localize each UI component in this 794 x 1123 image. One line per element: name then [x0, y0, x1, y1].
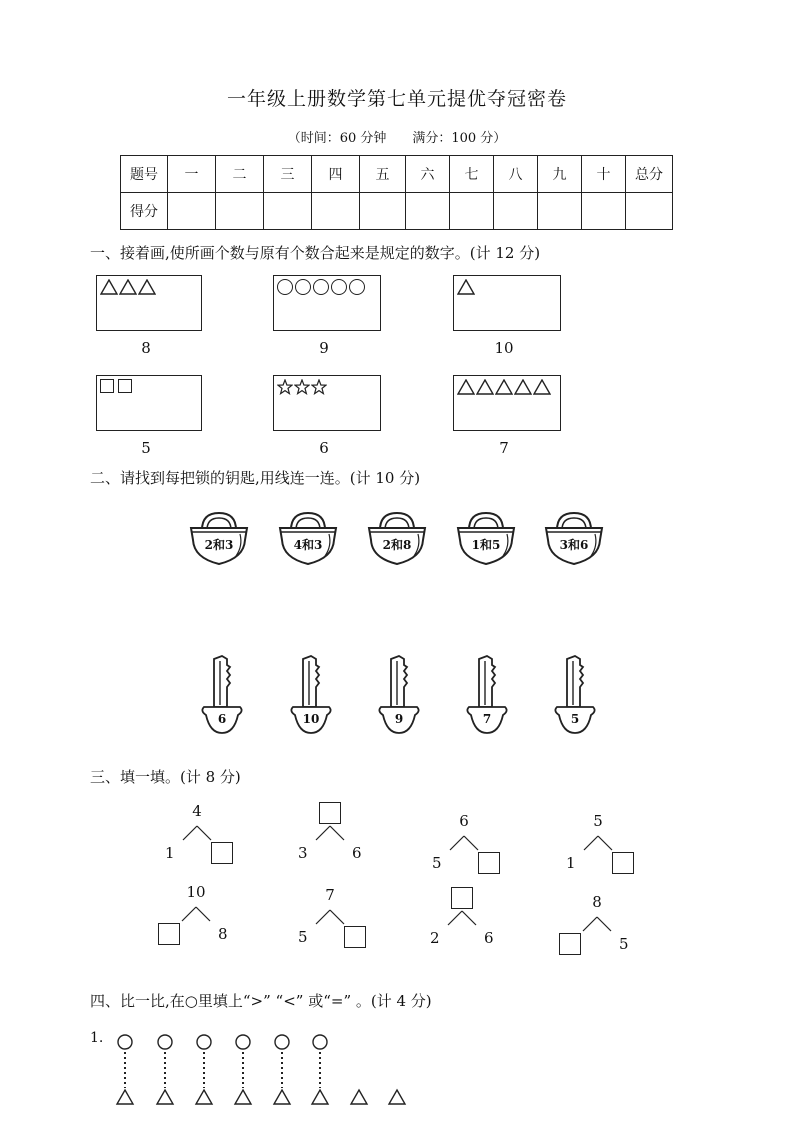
circle-icon: [197, 1035, 211, 1049]
score-header-cell: 四: [312, 156, 360, 193]
lock-label: 1和5: [471, 538, 501, 552]
circle-icon: [331, 279, 347, 295]
bond-whole: 10: [186, 883, 206, 901]
bond-whole: 6: [459, 812, 469, 830]
answer-box[interactable]: [451, 887, 473, 909]
triangle-icon: [514, 379, 532, 395]
draw-box[interactable]: [96, 275, 202, 331]
bond-whole: 8: [592, 893, 602, 911]
key-label: 9: [394, 712, 404, 726]
star-icon: [311, 379, 327, 395]
circle-icon: [313, 279, 329, 295]
triangle-icon: [138, 279, 156, 295]
lock[interactable]: [277, 508, 339, 574]
answer-box[interactable]: [211, 842, 233, 864]
bond-part: 1: [566, 854, 576, 872]
target-number: 7: [499, 439, 509, 457]
lock-label: 2和3: [204, 538, 234, 552]
score-header-cell: 九: [538, 156, 582, 193]
shape-row: [457, 279, 475, 295]
exam-subtitle: （时间：60 分钟 满分：100 分）: [287, 131, 507, 146]
bond-part: 3: [298, 844, 308, 862]
triangle-icon: [100, 279, 118, 295]
bond-part: 5: [432, 854, 442, 872]
lock[interactable]: [188, 508, 250, 574]
score-cell[interactable]: [312, 193, 360, 230]
square-icon: [100, 379, 114, 393]
section4-heading: 四、比一比,在○里填上“>” “<” 或“=” 。(计 4 分): [90, 992, 432, 1010]
section2-heading: 二、请找到每把锁的钥匙,用线连一连。(计 10 分): [90, 469, 421, 487]
circle-icon: [275, 1035, 289, 1049]
key[interactable]: [200, 655, 244, 739]
score-cell[interactable]: [494, 193, 538, 230]
lock[interactable]: [543, 508, 605, 574]
triangle-icon: [476, 379, 494, 395]
lock[interactable]: [366, 508, 428, 574]
triangle-icon: [495, 379, 513, 395]
lock-label: 4和3: [293, 538, 323, 552]
score-cell[interactable]: [264, 193, 312, 230]
circle-icon: [349, 279, 365, 295]
lock[interactable]: [455, 508, 517, 574]
triangle-icon: [389, 1090, 405, 1104]
bond-whole: 4: [192, 802, 202, 820]
bond-part: 6: [484, 929, 494, 947]
score-header-cell: 六: [406, 156, 450, 193]
page-title: 一年级上册数学第七单元提优夺冠密卷: [226, 88, 567, 110]
score-header-cell: 七: [450, 156, 494, 193]
score-header-cell: 总分: [626, 156, 673, 193]
score-header-cell: 十: [582, 156, 626, 193]
score-header-cell: 八: [494, 156, 538, 193]
score-table: [120, 155, 673, 230]
answer-box[interactable]: [158, 923, 180, 945]
shape-row: [277, 279, 366, 295]
key-label: 7: [482, 712, 492, 726]
circle-icon: [158, 1035, 172, 1049]
answer-box[interactable]: [612, 852, 634, 874]
circle-icon: [295, 279, 311, 295]
section3-heading: 三、填一填。(计 8 分): [90, 768, 241, 786]
triangle-icon: [196, 1090, 212, 1104]
answer-box[interactable]: [319, 802, 341, 824]
lock-label: 2和8: [382, 538, 412, 552]
circle-icon: [118, 1035, 132, 1049]
answer-box[interactable]: [344, 926, 366, 948]
triangle-icon: [119, 279, 137, 295]
score-cell[interactable]: [406, 193, 450, 230]
target-number: 10: [494, 339, 514, 357]
triangle-icon: [117, 1090, 133, 1104]
key[interactable]: [465, 655, 509, 739]
triangle-icon: [457, 279, 475, 295]
target-number: 5: [141, 439, 151, 457]
answer-box[interactable]: [559, 933, 581, 955]
score-header-cell: 一: [168, 156, 216, 193]
key[interactable]: [553, 655, 597, 739]
triangle-icon: [157, 1090, 173, 1104]
score-cell[interactable]: [538, 193, 582, 230]
bond-part: 2: [430, 929, 440, 947]
score-header-cell: 三: [264, 156, 312, 193]
draw-box[interactable]: [273, 275, 381, 331]
score-header-cell: 题号: [121, 156, 168, 193]
score-cell[interactable]: [168, 193, 216, 230]
score-row-label: 得分: [121, 193, 168, 230]
score-cell[interactable]: [360, 193, 406, 230]
score-table-header-row: [121, 156, 673, 193]
target-number: 9: [319, 339, 329, 357]
target-number: 8: [141, 339, 151, 357]
section4-item1-label: 1.: [90, 1030, 104, 1046]
shape-row: [100, 379, 135, 393]
score-cell[interactable]: [582, 193, 626, 230]
triangle-icon: [312, 1090, 328, 1104]
score-header-cell: 五: [360, 156, 406, 193]
bond-part: 8: [218, 925, 228, 943]
circle-icon: [313, 1035, 327, 1049]
draw-box[interactable]: [453, 275, 561, 331]
draw-box[interactable]: [96, 375, 202, 431]
key-label: 10: [302, 712, 320, 726]
bond-whole: 5: [593, 812, 603, 830]
star-icon: [294, 379, 310, 395]
draw-box[interactable]: [273, 375, 381, 431]
key-label: 6: [217, 712, 227, 726]
triangle-icon: [235, 1090, 251, 1104]
key[interactable]: [289, 655, 333, 739]
square-icon: [118, 379, 132, 393]
lock-label: 3和6: [559, 538, 589, 552]
circle-icon: [236, 1035, 250, 1049]
key[interactable]: [377, 655, 421, 739]
triangle-icon: [457, 379, 475, 395]
bond-part: 5: [619, 935, 629, 953]
star-icon: [277, 379, 293, 395]
score-cell[interactable]: [626, 193, 673, 230]
draw-box[interactable]: [453, 375, 561, 431]
shape-row: [100, 279, 156, 295]
score-cell[interactable]: [216, 193, 264, 230]
score-table-score-row: [121, 193, 673, 230]
bond-whole: 7: [325, 886, 335, 904]
target-number: 6: [319, 439, 329, 457]
key-label: 5: [570, 712, 580, 726]
bond-part: 6: [352, 844, 362, 862]
bond-part: 1: [165, 844, 175, 862]
answer-box[interactable]: [478, 852, 500, 874]
triangle-icon: [533, 379, 551, 395]
triangle-icon: [274, 1090, 290, 1104]
bond-part: 5: [298, 928, 308, 946]
shape-row: [457, 379, 551, 395]
circle-icon: [277, 279, 293, 295]
section1-heading: 一、接着画,使所画个数与原有个数合起来是规定的数字。(计 12 分): [90, 244, 541, 262]
triangle-icon: [351, 1090, 367, 1104]
score-cell[interactable]: [450, 193, 494, 230]
score-header-cell: 二: [216, 156, 264, 193]
shape-row: [277, 379, 327, 395]
